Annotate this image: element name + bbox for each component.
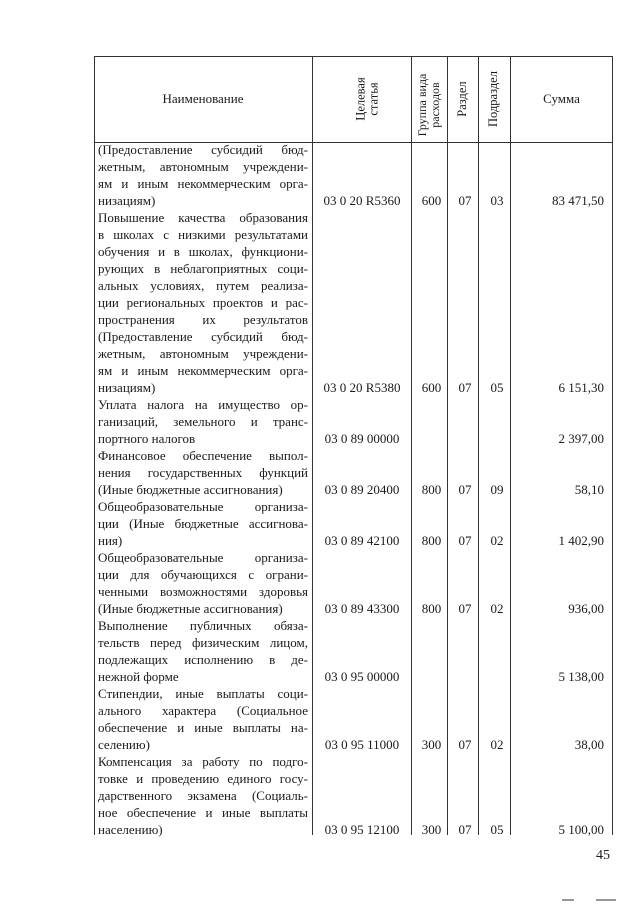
row-name-line: ции региональных проектов и рас- [98,295,308,310]
row-name-line: Стипендии, иные выплаты соци- [98,686,308,701]
row-name-line: Общеобразовательные организа- [98,499,308,514]
row-name-line: ния) [98,533,123,548]
row-expense-group: 800 [421,601,442,616]
row-sum: 6 151,30 [558,380,604,395]
row-sum: 5 138,00 [558,669,604,684]
row-sum: 936,00 [568,601,604,616]
scan-artifact [596,899,616,901]
row-subsection: 02 [490,533,504,548]
row-name-line: подлежащих исполнению в де- [98,652,308,667]
row-name-line: населению) [98,822,163,837]
row-name-line: Уплата налога на имущество ор- [98,397,308,412]
header-section: Раздел [455,81,469,117]
header-name: Наименование [162,91,244,106]
row-name-line: обучения и в школах, функциони- [98,244,308,259]
row-name-line: товке и проведению единого госу- [98,771,308,786]
row-target-code: 03 0 20 R5360 [323,193,401,208]
row-target-code: 03 0 95 11000 [324,737,400,752]
row-name-line: ям и иным некоммерческим орга- [98,176,308,191]
header-target-article: Целевая статья [353,77,381,121]
row-name-line: Общеобразовательные организа- [98,550,308,565]
row-name-line: жетным, автономным учреждени- [98,159,308,174]
row-name-line: (Иные бюджетные ассигнования) [98,601,283,616]
row-sum: 5 100,00 [558,822,604,837]
row-name-line: низациям) [98,380,156,395]
row-name-line: нения государственных функций [98,465,308,480]
header-subsection: Подраздел [486,71,500,127]
row-name-line: рующих в неблагоприятных соци- [98,261,308,276]
table-border-top [94,56,613,57]
row-sum: 2 397,00 [558,431,604,446]
table-border-left [94,56,95,835]
header-expense-group: Группа вида расходов [415,73,442,137]
row-name-line: ное обеспечение и иные выплаты [98,805,308,820]
row-expense-group: 600 [421,193,442,208]
row-name-line: ального характера (Социальное [98,703,308,718]
row-name-line: жетным, автономным учреждени- [98,346,308,361]
row-target-code: 03 0 95 00000 [324,669,400,684]
row-target-code: 03 0 89 00000 [324,431,400,446]
row-target-code: 03 0 89 42100 [324,533,400,548]
column-divider [510,56,511,835]
row-name-line: (Иные бюджетные ассигнования) [98,482,283,497]
row-name-line: нежной форме [98,669,179,684]
column-divider [411,56,412,835]
row-name-line: ции (Иные бюджетные ассигнова- [98,516,308,531]
page-number: 45 [596,848,610,863]
row-name-line: дарственного экзамена (Социаль- [98,788,308,803]
row-name-line: Выполнение публичных обяза- [98,618,308,633]
row-section: 07 [458,482,472,497]
column-divider [478,56,479,835]
row-section: 07 [458,193,472,208]
row-subsection: 03 [490,193,504,208]
row-section: 07 [458,737,472,752]
row-target-code: 03 0 20 R5380 [323,380,401,395]
row-sum: 1 402,90 [558,533,604,548]
row-target-code: 03 0 89 43300 [324,601,400,616]
row-name-line: (Предоставление субсидий бюд- [98,329,308,344]
row-name-line: альных условиях, путем реализа- [98,278,308,293]
row-name-line: Финансовое обеспечение выпол- [98,448,308,463]
row-expense-group: 300 [421,822,442,837]
row-name-line: низациям) [98,193,156,208]
row-subsection: 05 [490,380,504,395]
row-name-line: ченными возможностями здоровья [98,584,308,599]
row-subsection: 02 [490,737,504,752]
row-expense-group: 800 [421,533,442,548]
row-name-line: обеспечение и иные выплаты на- [98,720,308,735]
row-name-line: тельств перед физическим лицом, [98,635,308,650]
row-expense-group: 800 [421,482,442,497]
scan-artifact [562,899,574,901]
column-divider [447,56,448,835]
row-section: 07 [458,533,472,548]
row-sum: 58,10 [574,482,604,497]
row-name-line: ции для обучающихся с ограни- [98,567,308,582]
row-name-line: (Предоставление субсидий бюд- [98,142,308,157]
row-name-line: Повышение качества образования [98,210,308,225]
row-name-line: Компенсация за работу по подго- [98,754,308,769]
row-subsection: 09 [490,482,504,497]
row-target-code: 03 0 95 12100 [324,822,400,837]
row-name-line: ям и иным некоммерческим орга- [98,363,308,378]
row-expense-group: 300 [421,737,442,752]
row-section: 07 [458,822,472,837]
row-target-code: 03 0 89 20400 [324,482,400,497]
column-divider [312,56,313,835]
row-name-line: в школах с низкими результатами [98,227,308,242]
row-subsection: 05 [490,822,504,837]
row-expense-group: 600 [421,380,442,395]
row-name-line: селению) [98,737,150,752]
row-name-line: портного налогов [98,431,196,446]
table-border-right [612,56,613,835]
row-sum: 83 471,50 [552,193,604,208]
row-name-line: ганизаций, земельного и транс- [98,414,308,429]
header-sum: Сумма [543,91,580,106]
row-name-line: пространения их результатов [98,312,308,327]
row-sum: 38,00 [574,737,604,752]
row-section: 07 [458,601,472,616]
row-subsection: 02 [490,601,504,616]
row-section: 07 [458,380,472,395]
